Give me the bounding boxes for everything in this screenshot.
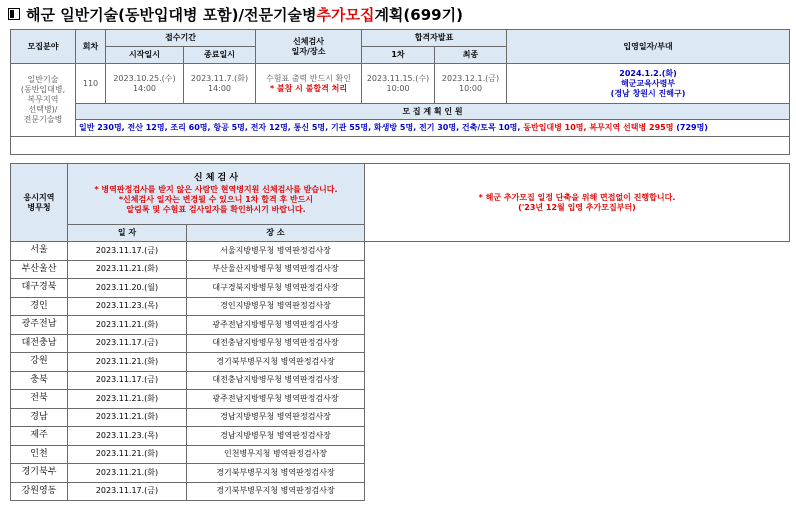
exam-place: 경남지방병무청 병역판정검사장 <box>187 427 365 446</box>
exam-place: 경남지방병무청 병역판정검사장 <box>187 408 365 427</box>
table-row <box>11 297 790 316</box>
exam-date: 2023.11.21.(화) <box>68 408 187 427</box>
exam-place: 광주전남지방병무청 병역판정검사장 <box>187 390 365 409</box>
exam-date: 2023.11.21.(화) <box>68 353 187 372</box>
row-end: 2023.11.7.(화) 14:00 <box>184 64 256 104</box>
exam-place: 경기북부병무지청 병역판정검사장 <box>187 482 365 501</box>
exam-place: 대구경북지방병무청 병역판정검사장 <box>187 279 365 298</box>
exam-date: 2023.11.23.(목) <box>68 427 187 446</box>
exam-place: 광주전남지방병무청 병역판정검사장 <box>187 316 365 335</box>
table-row <box>11 260 790 279</box>
exam-place: 경기북부병무지청 병역판정검사장 <box>187 464 365 483</box>
exam-region: 광주전남 <box>11 316 68 335</box>
exam-region: 대전충남 <box>11 334 68 353</box>
enlist-place: (경남 창원시 진해구) <box>610 88 686 98</box>
exam-region: 경남 <box>11 408 68 427</box>
exam-date: 2023.11.17.(금) <box>68 371 187 390</box>
header-announce: 합격자발표 <box>362 30 507 47</box>
exam-date: 2023.11.21.(화) <box>68 316 187 335</box>
header-category: 모집분야 <box>11 30 76 64</box>
title-suffix: 계획(699기) <box>374 5 463 24</box>
row-start: 2023.10.25.(수) 14:00 <box>106 64 184 104</box>
exam-region-header: 응시지역 병무청 <box>11 164 68 242</box>
exam-region: 부산울산 <box>11 260 68 279</box>
exam-date: 2023.11.21.(화) <box>68 445 187 464</box>
exam-place: 대전충남지방병무청 병역판정검사장 <box>187 371 365 390</box>
table-row <box>11 353 790 372</box>
enlist-date: 2024.1.2.(화) <box>619 68 677 78</box>
exam-date: 2023.11.21.(화) <box>68 260 187 279</box>
header-final: 최종 <box>435 47 507 64</box>
plan-title: 모 집 계 획 인 원 <box>76 104 790 120</box>
spacer-row <box>11 137 790 155</box>
plan-quota <box>76 120 790 137</box>
exam-date: 2023.11.23.(목) <box>68 297 187 316</box>
right-note-2: ('23년 12월 입영 추가모집부터) <box>518 202 636 212</box>
title-prefix: 해군 일반기술(동반입대병 포함)/전문기술병 <box>26 5 317 24</box>
exam-place: 대전충남지방병무청 병역판정검사장 <box>187 334 365 353</box>
exam-place: 경기북부병무지청 병역판정검사장 <box>187 353 365 372</box>
exam-note-3: 알림톡 및 수험표 검사일자를 확인하시기 바랍니다. <box>126 204 306 214</box>
exam-note-2: *신체검사 일자는 변경될 수 있으니 1차 합격 후 반드시 <box>118 194 314 204</box>
header-start: 시작일시 <box>106 47 184 64</box>
exam-place: 부산울산지방병무청 병역판정검사장 <box>187 260 365 279</box>
exam-date: 2023.11.17.(금) <box>68 482 187 501</box>
row-final: 2023.12.1.(금) 10:00 <box>435 64 507 104</box>
title-highlight: 추가모집 <box>316 5 375 24</box>
row-round: 110 <box>76 64 106 104</box>
table-row <box>11 242 790 261</box>
header-reception: 접수기간 <box>106 30 256 47</box>
table-row <box>11 482 790 501</box>
exam-region: 충북 <box>11 371 68 390</box>
enlist-unit: 해군교육사령부 <box>620 78 676 88</box>
table-row <box>11 390 790 409</box>
exam-note-1: * 병역판정검사를 받지 않은 사람만 현역병지원 신체검사를 받습니다. <box>94 184 338 194</box>
exam-place-header: 장 소 <box>187 225 365 242</box>
exam-date: 2023.11.21.(화) <box>68 390 187 409</box>
row-physical <box>256 64 362 104</box>
plan-quota-red: 동반입대병 10명, 복무지역 선택병 295명 <box>523 123 674 132</box>
exam-region: 전북 <box>11 390 68 409</box>
exam-region: 제주 <box>11 427 68 446</box>
row-first: 2023.11.15.(수) 10:00 <box>362 64 435 104</box>
exam-right-note <box>365 164 790 242</box>
exam-table <box>10 163 790 501</box>
exam-place: 경인지방병무청 병역판정검사장 <box>187 297 365 316</box>
table-row <box>11 445 790 464</box>
header-round: 회차 <box>76 30 106 64</box>
exam-date: 2023.11.21.(화) <box>68 464 187 483</box>
exam-date-header: 일 자 <box>68 225 187 242</box>
table-row <box>11 279 790 298</box>
table-row <box>11 316 790 335</box>
physical-note: 수험표 출력 반드시 확인 <box>266 73 351 83</box>
right-note-1: * 해군 추가모집 일정 단축을 위해 면접없이 진행합니다. <box>478 192 676 202</box>
exam-region: 강원 <box>11 353 68 372</box>
table-row <box>11 427 790 446</box>
table-row <box>11 408 790 427</box>
exam-date: 2023.11.17.(금) <box>68 334 187 353</box>
page-title <box>8 2 463 26</box>
header-physical: 신체검사 일자/장소 <box>256 30 362 64</box>
physical-warning: * 불참 시 불합격 처리 <box>269 83 348 93</box>
header-end: 종료일시 <box>184 47 256 64</box>
header-first: 1차 <box>362 47 435 64</box>
exam-region: 경인 <box>11 297 68 316</box>
exam-region: 강원영동 <box>11 482 68 501</box>
exam-title-cell <box>68 164 365 225</box>
plan-quota-total: (729명) <box>673 123 708 132</box>
exam-region: 대구경북 <box>11 279 68 298</box>
header-enlist: 입영일자/부대 <box>507 30 790 64</box>
exam-title: 신 체 검 사 <box>193 173 239 184</box>
row-enlist <box>507 64 790 104</box>
exam-region: 인천 <box>11 445 68 464</box>
table-row <box>11 371 790 390</box>
schedule-table <box>10 29 790 155</box>
exam-date: 2023.11.20.(월) <box>68 279 187 298</box>
exam-region: 서울 <box>11 242 68 261</box>
table-row <box>11 334 790 353</box>
table-row <box>11 464 790 483</box>
row-category: 일반기술 (동반입대병, 복무지역 선택병)/ 전문기술병 <box>11 64 76 137</box>
checkbox-square-icon <box>8 8 20 20</box>
exam-place: 서울지방병무청 병역판정검사장 <box>187 242 365 261</box>
exam-region: 경기북부 <box>11 464 68 483</box>
plan-quota-blue: 일반 230명, 전산 12명, 조리 60명, 항공 5명, 전자 12명, 통신 5명, 기관 55명, 화생방 5명, 전기 30명, 건축/토목 10명, <box>79 123 524 132</box>
exam-place: 인천병무지청 병역판정검사장 <box>187 445 365 464</box>
exam-date: 2023.11.17.(금) <box>68 242 187 261</box>
